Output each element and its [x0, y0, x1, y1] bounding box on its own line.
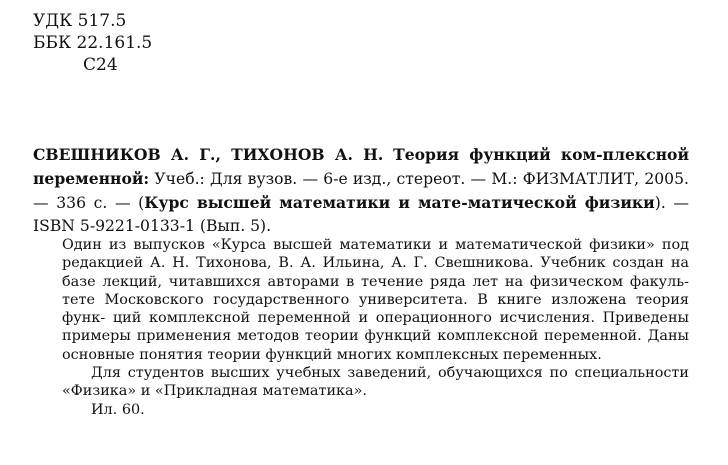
author-mark: С24 — [83, 55, 118, 75]
citation-authors: СВЕШНИКОВ А. Г., ТИХОНОВ А. Н. — [33, 145, 384, 164]
bbk-code: ББК 22.161.5 — [33, 33, 153, 53]
citation-details: Учеб.: Для вузов. — 6-е изд., стереот. — М.: ФИЗМАТЛИТ, 2005. — 336 с. — ( — [33, 170, 689, 212]
citation-isbn: ). — ISBN 5-9221-0133-1 (Вып. 5). — [33, 194, 690, 235]
abstract-paragraph: Один из выпусков «Курса высшей математики и математической физики» под редакцией А. Н. Тихонова, В. А. Ильина, А. Г. Свешникова. Учебник создан на базе лекций, читавшихся авторами в течение ряда лет на физическом факуль- тете Московского государственного университета. В книге изложена теория функ- ций комплексной переменной и операционного исчисления. Приведены примеры применения методов теории функций комплексной переменной. Даны основные понятия теории функций многих комплексных переменных. — [62, 237, 689, 363]
illustrations-count: Ил. 60. — [91, 401, 145, 418]
classification-block — [33, 10, 152, 76]
audience-paragraph: Для студентов высших учебных заведений, обучающихся по специальности «Физика» и «Прикладная математика». — [62, 365, 689, 400]
bibliographic-citation — [33, 143, 689, 238]
citation-series-part2: матической физики — [467, 193, 655, 212]
citation-series-part1: Курс высшей математики и мате- — [144, 193, 468, 212]
abstract — [62, 236, 689, 419]
citation-title-part1: Теория функций ком- — [393, 145, 603, 164]
udk-code: УДК 517.5 — [33, 11, 127, 31]
citation-title-part2: плексной переменной: — [33, 145, 690, 188]
